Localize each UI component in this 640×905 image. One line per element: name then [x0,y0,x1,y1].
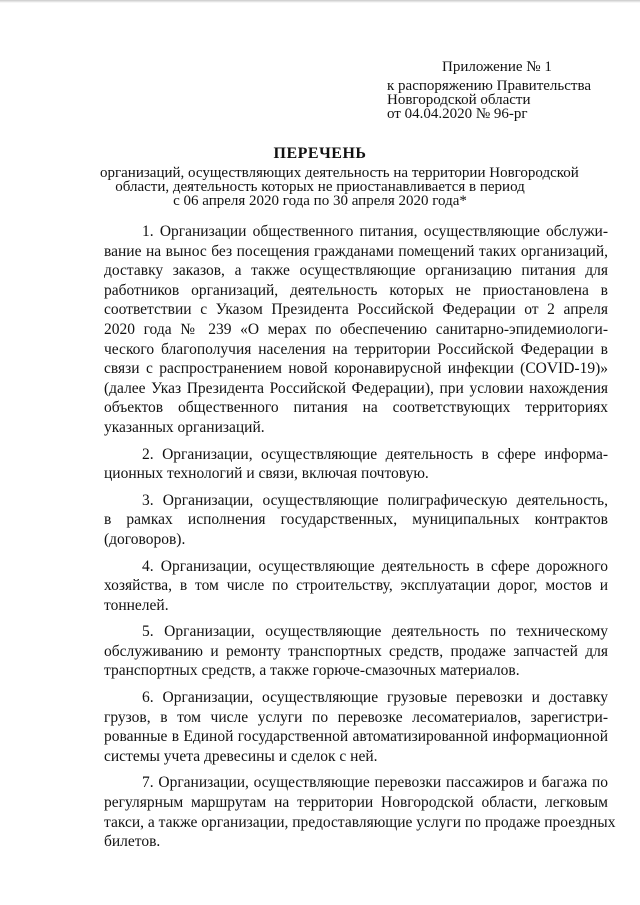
appendix-header [387,60,627,121]
paragraph-line: 3. Организации, осуществляющие полиграфическую деятельность, [142,491,608,509]
paragraph-line: соответствии с Указом Президента Российской Федерации от 2 апреля [104,301,608,319]
paragraph-line: тоннелей. [104,596,169,614]
paragraph-line: доставку заказов, а также осуществляющие организацию питания для [104,262,608,280]
document-subtitle [100,165,579,209]
paragraph-line: (договоров). [104,530,186,548]
list-item [104,222,608,438]
paragraph-line: грузов, в том числе услуги по перевозке лесоматериалов, зарегистри- [104,708,608,726]
paragraph-line: регулярным маршрутам на территории Новгородской области, легковым [104,794,608,812]
paragraph-line: ческого благополучия населения на территории Российской Федерации в [104,340,608,358]
list-item [104,688,608,766]
appendix-line: Новгородской области [387,92,531,108]
appendix-number: Приложение № 1 [442,59,552,75]
paragraph-line: рованные в Единой государственной автоматизированной информационной [104,728,608,746]
paragraph-line: 6. Организации, осуществляющие грузовые перевозки и доставку [142,689,608,707]
list-item [104,557,608,616]
list-item [104,622,608,681]
paragraph-line: транспортных средств, а также горюче-смазочных материалов. [104,662,520,680]
paragraph-line: объектов общественного питания на соответствующих территориях [104,399,608,417]
paragraph-line: связи с распространением новой коронавирусной инфекции (COVID-19)» [104,360,608,378]
scan-top-edge [0,0,640,3]
paragraph-line: 2020 года № 239 «О мерах по обеспечению санитарно-эпидемиологи- [104,320,608,338]
appendix-line: от 04.04.2020 № 96-рг [387,106,528,122]
list-item [104,773,616,851]
appendix-line: к распоряжению Правительства [387,78,592,94]
subtitle-line: с 06 апреля 2020 года по 30 апреля 2020 года* [173,193,467,209]
document-body [104,222,616,859]
paragraph-line: хозяйства, в том числе по строительству, эксплуатации дорог, мостов и [104,577,608,595]
paragraph-line: 2. Организации, осуществляющие деятельность в сфере информа- [142,445,608,463]
list-item [104,491,608,550]
paragraph-line: работников организаций, деятельность которых не приостановлена в [104,281,608,299]
paragraph-line: ционных технологий и связи, включая почтовую. [104,465,429,483]
paragraph-line: обслуживанию и ремонту транспортных средств, продаже запчастей для [104,642,608,660]
paragraph-line: системы учета древесины и сделок с ней. [104,747,378,765]
subtitle-line: организаций, осуществляющих деятельность на территории Новгородской [100,165,579,181]
paragraph-line: билетов. [104,833,161,851]
paragraph-line: 5. Организации, осуществляющие деятельность по техническому [142,623,608,641]
paragraph-line: такси, а также организации, предоставляющие услуги по продаже проездных [104,813,616,831]
document-title: ПЕРЕЧЕНЬ [273,145,367,162]
paragraph-line: в рамках исполнения государственных, муниципальных контрактов [104,511,608,529]
subtitle-line: области, деятельность которых не приостанавливается в период [115,179,525,195]
paragraph-line: 1. Организации общественного питания, осуществляющие обслужи- [142,223,608,240]
paragraph-line: вание на вынос без посещения гражданами помещений таких организаций, [104,242,608,260]
paragraph-line: (далее Указ Президента Российской Федерации), при условии нахождения [104,379,608,397]
list-item [104,445,608,484]
paragraph-line: 7. Организации, осуществляющие перевозки пассажиров и багажа по [142,774,608,792]
paragraph-line: указанных организаций. [104,418,265,436]
paragraph-line: 4. Организации, осуществляющие деятельность в сфере дорожного [142,557,608,575]
